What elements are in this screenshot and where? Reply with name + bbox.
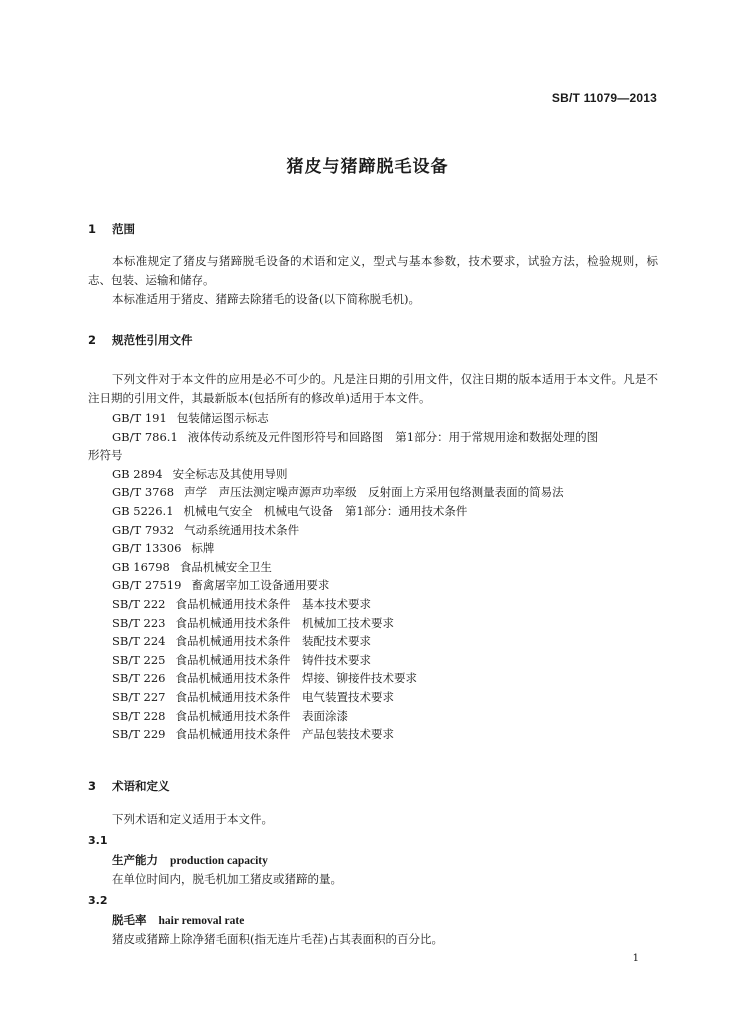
section-heading-scope bbox=[88, 221, 135, 237]
section-number: 2 bbox=[88, 333, 97, 347]
section-number: 3 bbox=[88, 779, 97, 793]
references-intro: 下列文件对于本文件的应用是必不可少的。凡是注日期的引用文件，仅注日期的版本适用于本文件。凡是不注日期的引用文件，其最新版本(包括所有的修改单)适用于本文件。 bbox=[88, 372, 658, 405]
term-number: 3.1 bbox=[88, 834, 108, 847]
scope-paragraph-1: 本标准规定了猪皮与猪蹄脱毛设备的术语和定义，型式与基本参数，技术要求，试验方法，检验规则，标志、包装、运输和储存。 bbox=[88, 254, 658, 287]
reference-title: 机械电气安全 机械电气设备 bbox=[183, 503, 334, 518]
reference-code: GB/T 191 bbox=[112, 411, 167, 425]
reference-code: SB/T 229 bbox=[112, 727, 166, 742]
reference-code: SB/T 225 bbox=[112, 652, 166, 667]
reference-title: 食品机械通用技术条件 铸件技术要求 bbox=[175, 652, 371, 667]
reference-code: SB/T 226 bbox=[112, 671, 166, 686]
reference-code: GB 2894 bbox=[112, 466, 163, 481]
reference-part: 第1部分：通用技术条件 bbox=[345, 503, 468, 518]
reference-code: SB/T 224 bbox=[112, 634, 166, 649]
reference-list bbox=[88, 409, 658, 744]
reference-title-continuation: 形符号 bbox=[88, 448, 123, 463]
reference-item bbox=[112, 725, 658, 744]
section-heading-normative-references bbox=[88, 332, 193, 348]
document-title: 猪皮与猪蹄脱毛设备 bbox=[286, 157, 449, 177]
reference-title: 食品机械通用技术条件 基本技术要求 bbox=[175, 596, 371, 611]
reference-code: GB 16798 bbox=[112, 559, 170, 574]
term-entry bbox=[112, 852, 268, 868]
reference-title: 食品机械通用技术条件 装配技术要求 bbox=[175, 634, 371, 649]
reference-code: GB 5226.1 bbox=[112, 503, 174, 518]
reference-title: 食品机械通用技术条件 电气装置技术要求 bbox=[175, 689, 394, 704]
reference-code: GB/T 27519 bbox=[112, 578, 182, 593]
reference-item bbox=[112, 688, 658, 707]
reference-item bbox=[112, 669, 658, 688]
reference-item bbox=[112, 558, 658, 577]
term-definition: 在单位时间内，脱毛机加工猪皮或猪蹄的量。 bbox=[112, 872, 342, 886]
reference-code: GB/T 3768 bbox=[112, 485, 175, 500]
page-number: 1 bbox=[632, 953, 639, 964]
reference-item bbox=[112, 465, 658, 484]
reference-item bbox=[112, 483, 658, 502]
reference-item bbox=[112, 428, 658, 447]
reference-item-continuation bbox=[88, 446, 658, 465]
reference-code: GB/T 7932 bbox=[112, 522, 175, 537]
reference-part: 第1部分：用于常规用途和数据处理的图 bbox=[395, 429, 599, 444]
reference-title: 食品机械通用技术条件 焊接、铆接件技术要求 bbox=[175, 671, 417, 686]
reference-item bbox=[112, 539, 658, 558]
reference-code: SB/T 223 bbox=[112, 615, 166, 630]
reference-title: 液体传动系统及元件图形符号和回路图 bbox=[187, 429, 384, 444]
reference-item bbox=[112, 632, 658, 651]
terms-intro: 下列术语和定义适用于本文件。 bbox=[112, 812, 273, 826]
reference-title: 声学 声压法测定噪声源声功率级 反射面上方采用包络测量表面的简易法 bbox=[184, 485, 564, 500]
reference-item bbox=[112, 595, 658, 614]
reference-title: 包装储运图示标志 bbox=[176, 411, 269, 425]
reference-code: SB/T 222 bbox=[112, 596, 166, 611]
reference-title: 标牌 bbox=[191, 541, 215, 556]
section-number: 1 bbox=[88, 222, 97, 236]
reference-item bbox=[112, 521, 658, 540]
reference-item bbox=[112, 576, 658, 595]
standard-code: SB/T 11079—2013 bbox=[551, 91, 657, 105]
term-entry bbox=[112, 912, 244, 928]
reference-item bbox=[112, 614, 658, 633]
reference-title: 食品机械通用技术条件 表面涂漆 bbox=[175, 708, 348, 723]
reference-title: 食品机械通用技术条件 产品包装技术要求 bbox=[175, 727, 394, 742]
reference-item bbox=[112, 502, 658, 521]
reference-item bbox=[112, 651, 658, 670]
reference-code: SB/T 228 bbox=[112, 708, 166, 723]
term-chinese: 脱毛率 bbox=[112, 913, 147, 927]
reference-item bbox=[112, 707, 658, 726]
section-title: 规范性引用文件 bbox=[112, 333, 193, 347]
reference-code: SB/T 227 bbox=[112, 689, 166, 704]
term-english: hair removal rate bbox=[158, 915, 245, 927]
term-definition: 猪皮或猪蹄上除净猪毛面积(指无连片毛茬)占其表面积的百分比。 bbox=[112, 932, 443, 946]
reference-item bbox=[112, 409, 658, 428]
reference-title: 食品机械安全卫生 bbox=[179, 559, 272, 574]
section-title: 术语和定义 bbox=[112, 779, 170, 793]
reference-title: 畜禽屠宰加工设备通用要求 bbox=[191, 578, 330, 593]
reference-title: 食品机械通用技术条件 机械加工技术要求 bbox=[175, 615, 394, 630]
reference-title: 气动系统通用技术条件 bbox=[184, 522, 300, 537]
reference-code: GB/T 13306 bbox=[112, 541, 182, 556]
term-chinese: 生产能力 bbox=[112, 853, 158, 867]
section-title: 范围 bbox=[112, 222, 136, 236]
section-heading-terms-and-definitions bbox=[88, 778, 170, 794]
reference-code: GB/T 786.1 bbox=[112, 429, 178, 444]
term-english: production capacity bbox=[170, 855, 268, 867]
reference-title: 安全标志及其使用导则 bbox=[172, 466, 288, 481]
scope-paragraph-2: 本标准适用于猪皮、猪蹄去除猪毛的设备(以下简称脱毛机)。 bbox=[112, 292, 420, 306]
term-number: 3.2 bbox=[88, 894, 108, 907]
